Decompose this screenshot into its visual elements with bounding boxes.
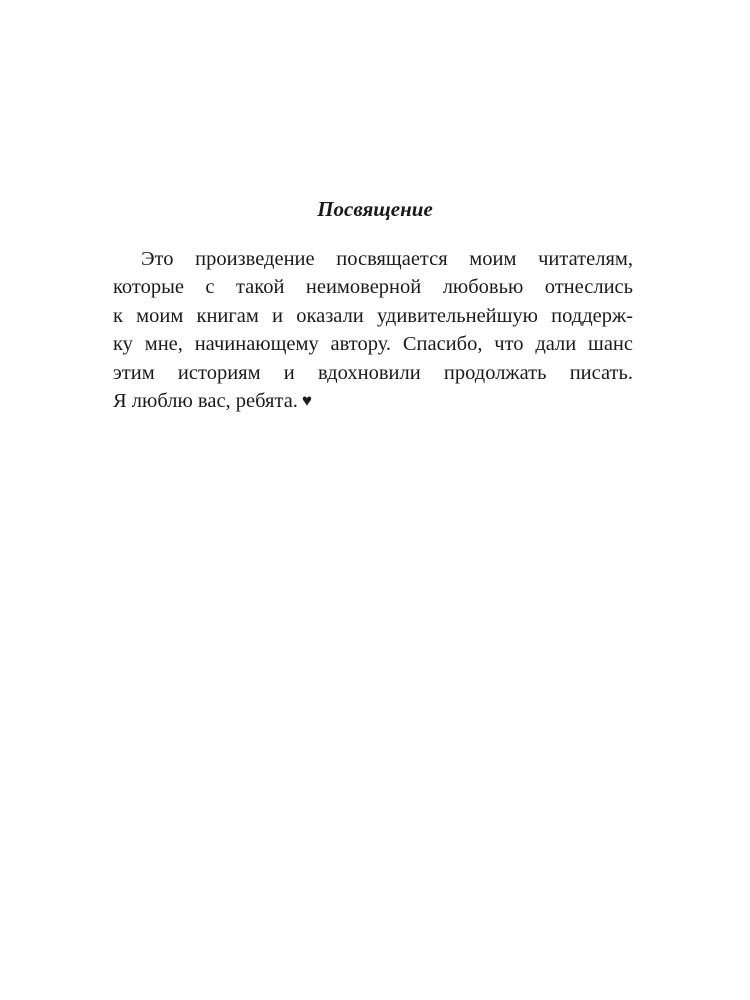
paragraph-line: этим историям и вдохновили продолжать писать. [113,361,633,384]
paragraph-line: которые с такой неимоверной любовью отнеслись [113,276,633,299]
dedication-paragraph [113,245,633,415]
dedication-title: Посвящение [317,197,433,221]
paragraph-line: Это произведение посвящается моим читателям, [141,248,633,270]
paragraph-line-final [113,387,633,415]
paragraph-line: ку мне, начинающему автору. Спасибо, что дали шанс [113,333,633,356]
final-line-text: Я люблю вас, ребята. [113,390,298,413]
paragraph-line: к моим книгам и оказали удивительнейшую поддерж- [113,304,633,327]
heart-icon: ♥ [301,391,313,411]
